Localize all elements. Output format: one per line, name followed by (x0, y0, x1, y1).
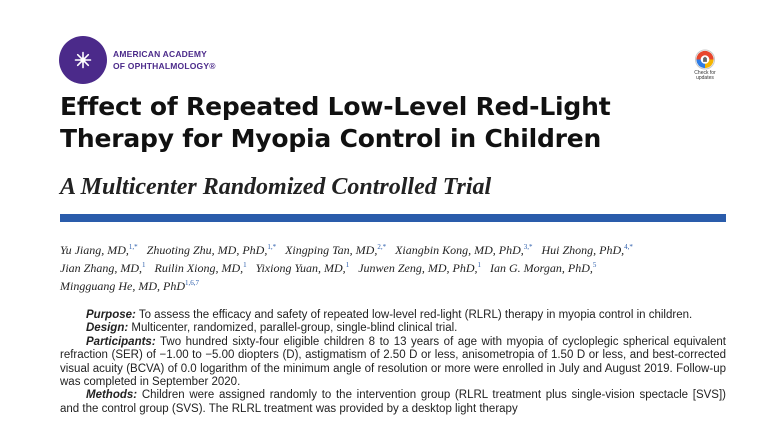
methods-text: Children were assigned randomly to the intervention group (RLRL treatment plus single-vision spectacle [SVS]) and the control group (SVS). The RLRL treatment was provided by a desktop light therapy (60, 389, 726, 415)
purpose-text: To assess the efficacy and safety of repeated low-level red-light (RLRL) therapy in myopia control in children. (138, 309, 693, 321)
affiliation-marker[interactable]: 5 (592, 261, 597, 269)
affiliation-marker[interactable]: 4,* (624, 243, 633, 251)
author: Jian Zhang, MD,$^1$ (60, 261, 146, 275)
author: Junwen Zeng, MD, PhD,$^1$ (358, 261, 482, 275)
affiliation-marker[interactable]: 2,* (377, 243, 387, 251)
affiliation-marker[interactable]: 1 (243, 261, 247, 269)
author: Mingguang He, MD, PhD$^{1,6,7}$ (60, 279, 199, 293)
methods-label: Methods: (86, 389, 138, 402)
affiliation-marker[interactable]: 3,* (523, 243, 533, 251)
org-name-line2: OF OPHTHALMOLOGY® (113, 61, 216, 71)
participants-label: Participants: (86, 335, 156, 348)
abstract-methods (60, 389, 726, 416)
affiliation-marker[interactable]: 1 (142, 261, 146, 269)
purpose-label: Purpose: (86, 309, 136, 321)
org-name (113, 48, 216, 72)
abstract-purpose (60, 309, 726, 322)
article-subtitle: A Multicenter Randomized Controlled Trial (60, 174, 492, 200)
abstract-participants (60, 336, 726, 390)
check-updates-icon (694, 49, 716, 70)
design-text: Multicenter, randomized, parallel-group, single-blind clinical trial. (131, 322, 458, 335)
starburst-icon (74, 51, 92, 69)
article-title (60, 91, 740, 155)
title-divider (60, 214, 726, 222)
author-list (60, 240, 730, 294)
affiliation-marker[interactable]: 1,* (267, 243, 277, 251)
author: Xiangbin Kong, MD, PhD,$^{3,*}$ (395, 243, 533, 257)
title-line1: Effect of Repeated Low-Level Red-Light (60, 92, 611, 121)
affiliation-marker[interactable]: 1,* (128, 243, 138, 251)
aao-logo (59, 36, 107, 84)
participants-text: Two hundred sixty-four eligible children 8 to 13 years of age with myopia of cycloplegic spherical equivalent refraction (SER) of −1.00 to −5.00 diopters (D), astigmatism of 2.50 D or less, anisometropia of 1.50 D or less, and best-corrected visual acuity (BCVA) of 0.0 logarithm of the minimum angle of resolution or more were enrolled in July and August 2019. Follow-up was completed in September 2020. (60, 335, 726, 389)
author: Yu Jiang, MD,$^{1,*}$ (60, 243, 138, 257)
title-line2: Therapy for Myopia Control in Children (60, 124, 602, 153)
author: Hui Zhong, PhD,$^{4,*}$ (541, 243, 633, 257)
org-name-line1: AMERICAN ACADEMY (113, 49, 208, 59)
affiliation-marker[interactable]: 1 (345, 261, 350, 269)
check-updates-label: Check for updates (694, 70, 716, 81)
abstract-design (60, 322, 726, 335)
author: Ian G. Morgan, PhD,$^5$ (490, 261, 597, 275)
affiliation-marker[interactable]: 1,6,7 (184, 279, 199, 287)
abstract (60, 309, 726, 416)
check-for-updates-button[interactable] (688, 49, 722, 81)
design-label: Design: (86, 322, 129, 335)
affiliation-marker[interactable]: 1 (477, 261, 482, 269)
author: Xingping Tan, MD,$^{2,*}$ (285, 243, 387, 257)
author: Ruilin Xiong, MD,$^1$ (154, 261, 247, 275)
author: Yixiong Yuan, MD,$^1$ (255, 261, 350, 275)
author: Zhuoting Zhu, MD, PhD,$^{1,*}$ (146, 243, 277, 257)
